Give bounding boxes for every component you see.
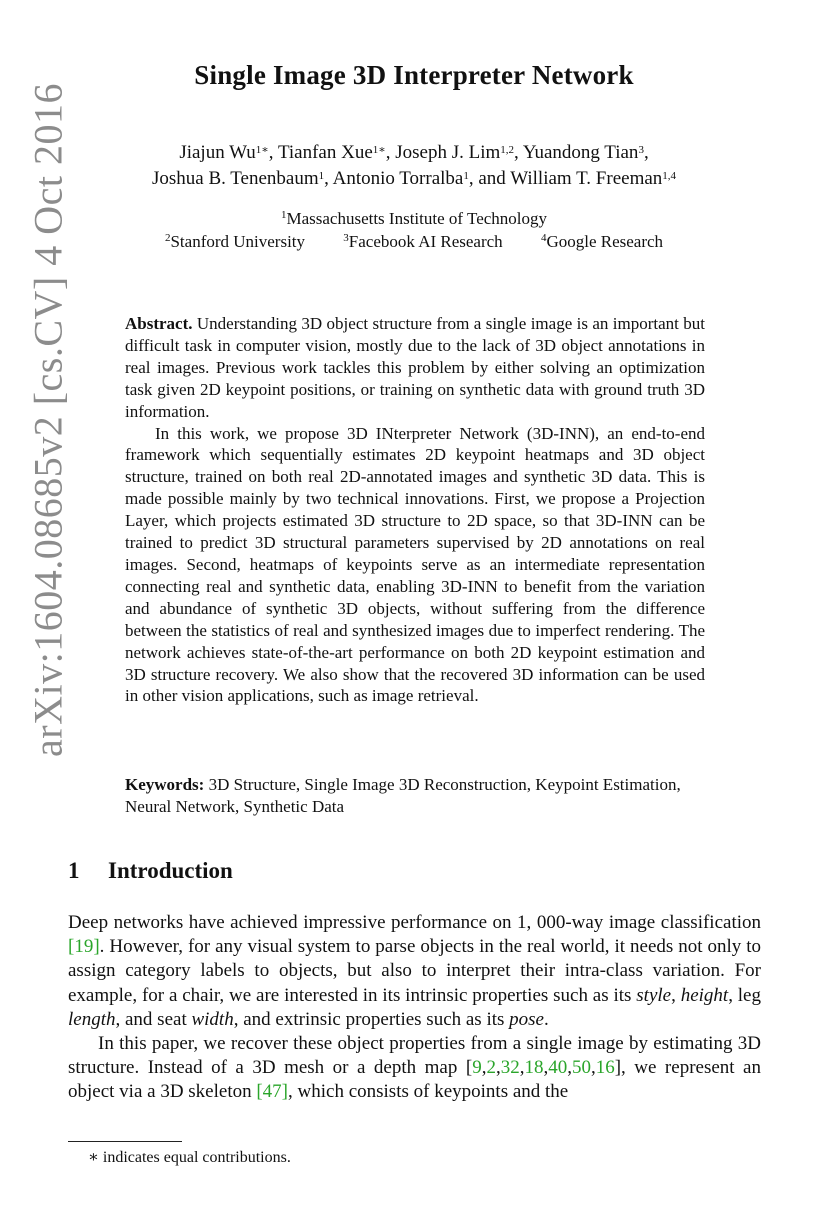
abstract-text: Understanding 3D object structure from a single image is an important but difficult task in computer vision, mostly due to the lack of 3D object annotations in real images. Previous work tackles this problem by either solving an optimization task given 2D keypoint positions, or training on synthetic data with ground truth 3D information. xyxy=(125,314,705,421)
footnote-text: indicates equal contributions. xyxy=(102,1149,291,1166)
citation-link[interactable]: 18 xyxy=(524,1057,544,1079)
author-affiliation-mark: 3 xyxy=(638,144,644,156)
affiliation-google xyxy=(541,232,663,251)
citation-link[interactable]: 2 xyxy=(486,1057,496,1079)
citation-link[interactable]: 9 xyxy=(472,1057,482,1079)
citation-link[interactable]: 50 xyxy=(571,1057,591,1079)
affiliation-stanford xyxy=(165,232,305,251)
affiliation-name: Massachusetts Institute of Technology xyxy=(286,209,548,228)
body-text: . However, for any visual system to parse objects in the real world, it needs not only to assign category labels to objects, but also to interpret their intra-class variation. For example, for a chair, we are interested in its intrinsic properties such as its xyxy=(68,936,761,1006)
author-separator: , xyxy=(385,142,396,163)
author-name: Joshua B. Tenenbaum xyxy=(151,168,319,189)
citation-link[interactable]: [47] xyxy=(256,1081,289,1103)
body-text: . xyxy=(543,1008,549,1030)
affiliations xyxy=(0,207,828,253)
author-affiliation-mark: 1∗ xyxy=(255,144,269,156)
paper-title: Single Image 3D Interpreter Network xyxy=(194,60,634,90)
author-separator: , and xyxy=(468,168,511,189)
body-text: , leg xyxy=(728,984,761,1006)
affiliation-name: Google Research xyxy=(546,232,664,251)
emphasis: width xyxy=(191,1008,234,1030)
abstract-label: Abstract. xyxy=(125,314,193,333)
abstract-paragraph-1 xyxy=(125,313,705,423)
emphasis: height xyxy=(680,984,729,1006)
affiliation-mit xyxy=(0,207,828,230)
section-title: Introduction xyxy=(108,858,233,883)
citation-link[interactable]: [19] xyxy=(68,936,100,958)
arxiv-identifier: arXiv:1604.08685v2 [cs.CV] 4 Oct 2016 xyxy=(25,83,71,757)
author-separator: , xyxy=(268,142,278,163)
body-text: , we represent an object via a 3D skeleton xyxy=(68,1057,761,1103)
affiliation-row xyxy=(0,230,828,253)
keywords-text: 3D Structure, Single Image 3D Reconstruction, Keypoint Estimation, Neural Network, Synthetic Data xyxy=(125,775,681,816)
author-name: Yuandong Tian xyxy=(522,142,639,163)
keywords xyxy=(125,774,705,818)
author-name: William T. Freeman xyxy=(510,168,663,189)
emphasis: style xyxy=(636,984,672,1006)
abstract-paragraph-2: In this work, we propose 3D INterpreter Network (3D-INN), an end-to-end framework which sequentially estimates 2D keypoint heatmaps and 3D object structure, trained on both real 2D-annotated images and synthetic 3D data. This is made possible mainly by two technical innovations. First, we propose a Projection Layer, which projects estimated 3D structure to 2D space, so that 3D-INN can be trained to predict 3D structural parameters supervised by 2D annotations on real images. Second, heatmaps of keypoints serve as an intermediate representation connecting real and synthetic data, enabling 3D-INN to benefit from the variation and abundance of synthetic 3D objects, without suffering from the difference between the statistics of real and synthesized images due to imperfect rendering. The network achieves state-of-the-art performance on both 2D keypoint estimation and 3D structure recovery. We also show that the recovered 3D information can be used in other vision applications, such as image retrieval. xyxy=(125,423,705,706)
author-separator: , xyxy=(643,142,649,163)
footnote-marker: ∗ xyxy=(88,1149,99,1166)
citation-link[interactable]: 32 xyxy=(500,1057,520,1079)
emphasis: length xyxy=(68,1008,116,1030)
affiliation-name: Facebook AI Research xyxy=(348,232,503,251)
affiliation-mark: 2 xyxy=(164,232,171,244)
footnote-rule xyxy=(68,1141,182,1142)
section-heading xyxy=(68,858,233,884)
author-affiliation-mark: 1,4 xyxy=(662,170,677,182)
section-number: 1 xyxy=(68,858,80,883)
affiliation-mark: 3 xyxy=(343,232,349,244)
author-affiliation-mark: 1 xyxy=(318,170,325,182)
affiliation-mark: 1 xyxy=(280,209,287,221)
author-name: Antonio Torralba xyxy=(332,168,464,189)
body-text: , xyxy=(671,984,681,1006)
author-separator: , xyxy=(514,142,523,163)
body-text: In this paper, we recover these object properties from a single image by estimating 3D structure. Instead of a 3D mesh or a depth map xyxy=(68,1033,761,1079)
affiliation-mark: 4 xyxy=(540,232,547,244)
author-affiliation-mark: 1,2 xyxy=(500,144,515,156)
abstract xyxy=(125,313,705,707)
author-separator: , xyxy=(324,168,333,189)
intro-paragraph-2: In this paper, we recover these object properties from a single image by estimating 3D structure. Instead of a 3D mesh or a depth map [9,2,32,18,40,50,16], we represent an object via a 3D skeleton [47], which consists of keypoints and the xyxy=(68,1033,761,1103)
keywords-label: Keywords: xyxy=(125,775,205,794)
author-affiliation-mark: 1 xyxy=(463,170,469,182)
intro-paragraph-1 xyxy=(68,911,761,1032)
body-text: Deep networks have achieved impressive performance on 1, 000-way image classification xyxy=(68,912,761,933)
author-line-1 xyxy=(0,140,828,166)
body-text: , and extrinsic properties such as its xyxy=(233,1008,510,1030)
affiliation-name: Stanford University xyxy=(170,232,306,251)
footnote xyxy=(88,1148,291,1168)
body-text: , and seat xyxy=(115,1008,192,1030)
author-name: Jiajun Wu xyxy=(179,142,256,163)
citation-link[interactable]: 16 xyxy=(595,1057,615,1079)
author-list xyxy=(0,140,828,192)
author-name: Joseph J. Lim xyxy=(395,142,501,163)
emphasis: pose xyxy=(509,1008,544,1030)
introduction-body xyxy=(68,911,761,1105)
body-text: , which consists of keypoints and the xyxy=(288,1081,569,1103)
author-line-2 xyxy=(0,166,828,192)
author-name: Tianfan Xue xyxy=(277,142,373,163)
author-affiliation-mark: 1∗ xyxy=(372,144,386,156)
affiliation-facebook xyxy=(343,232,502,251)
citation-link[interactable]: 40 xyxy=(548,1057,568,1079)
